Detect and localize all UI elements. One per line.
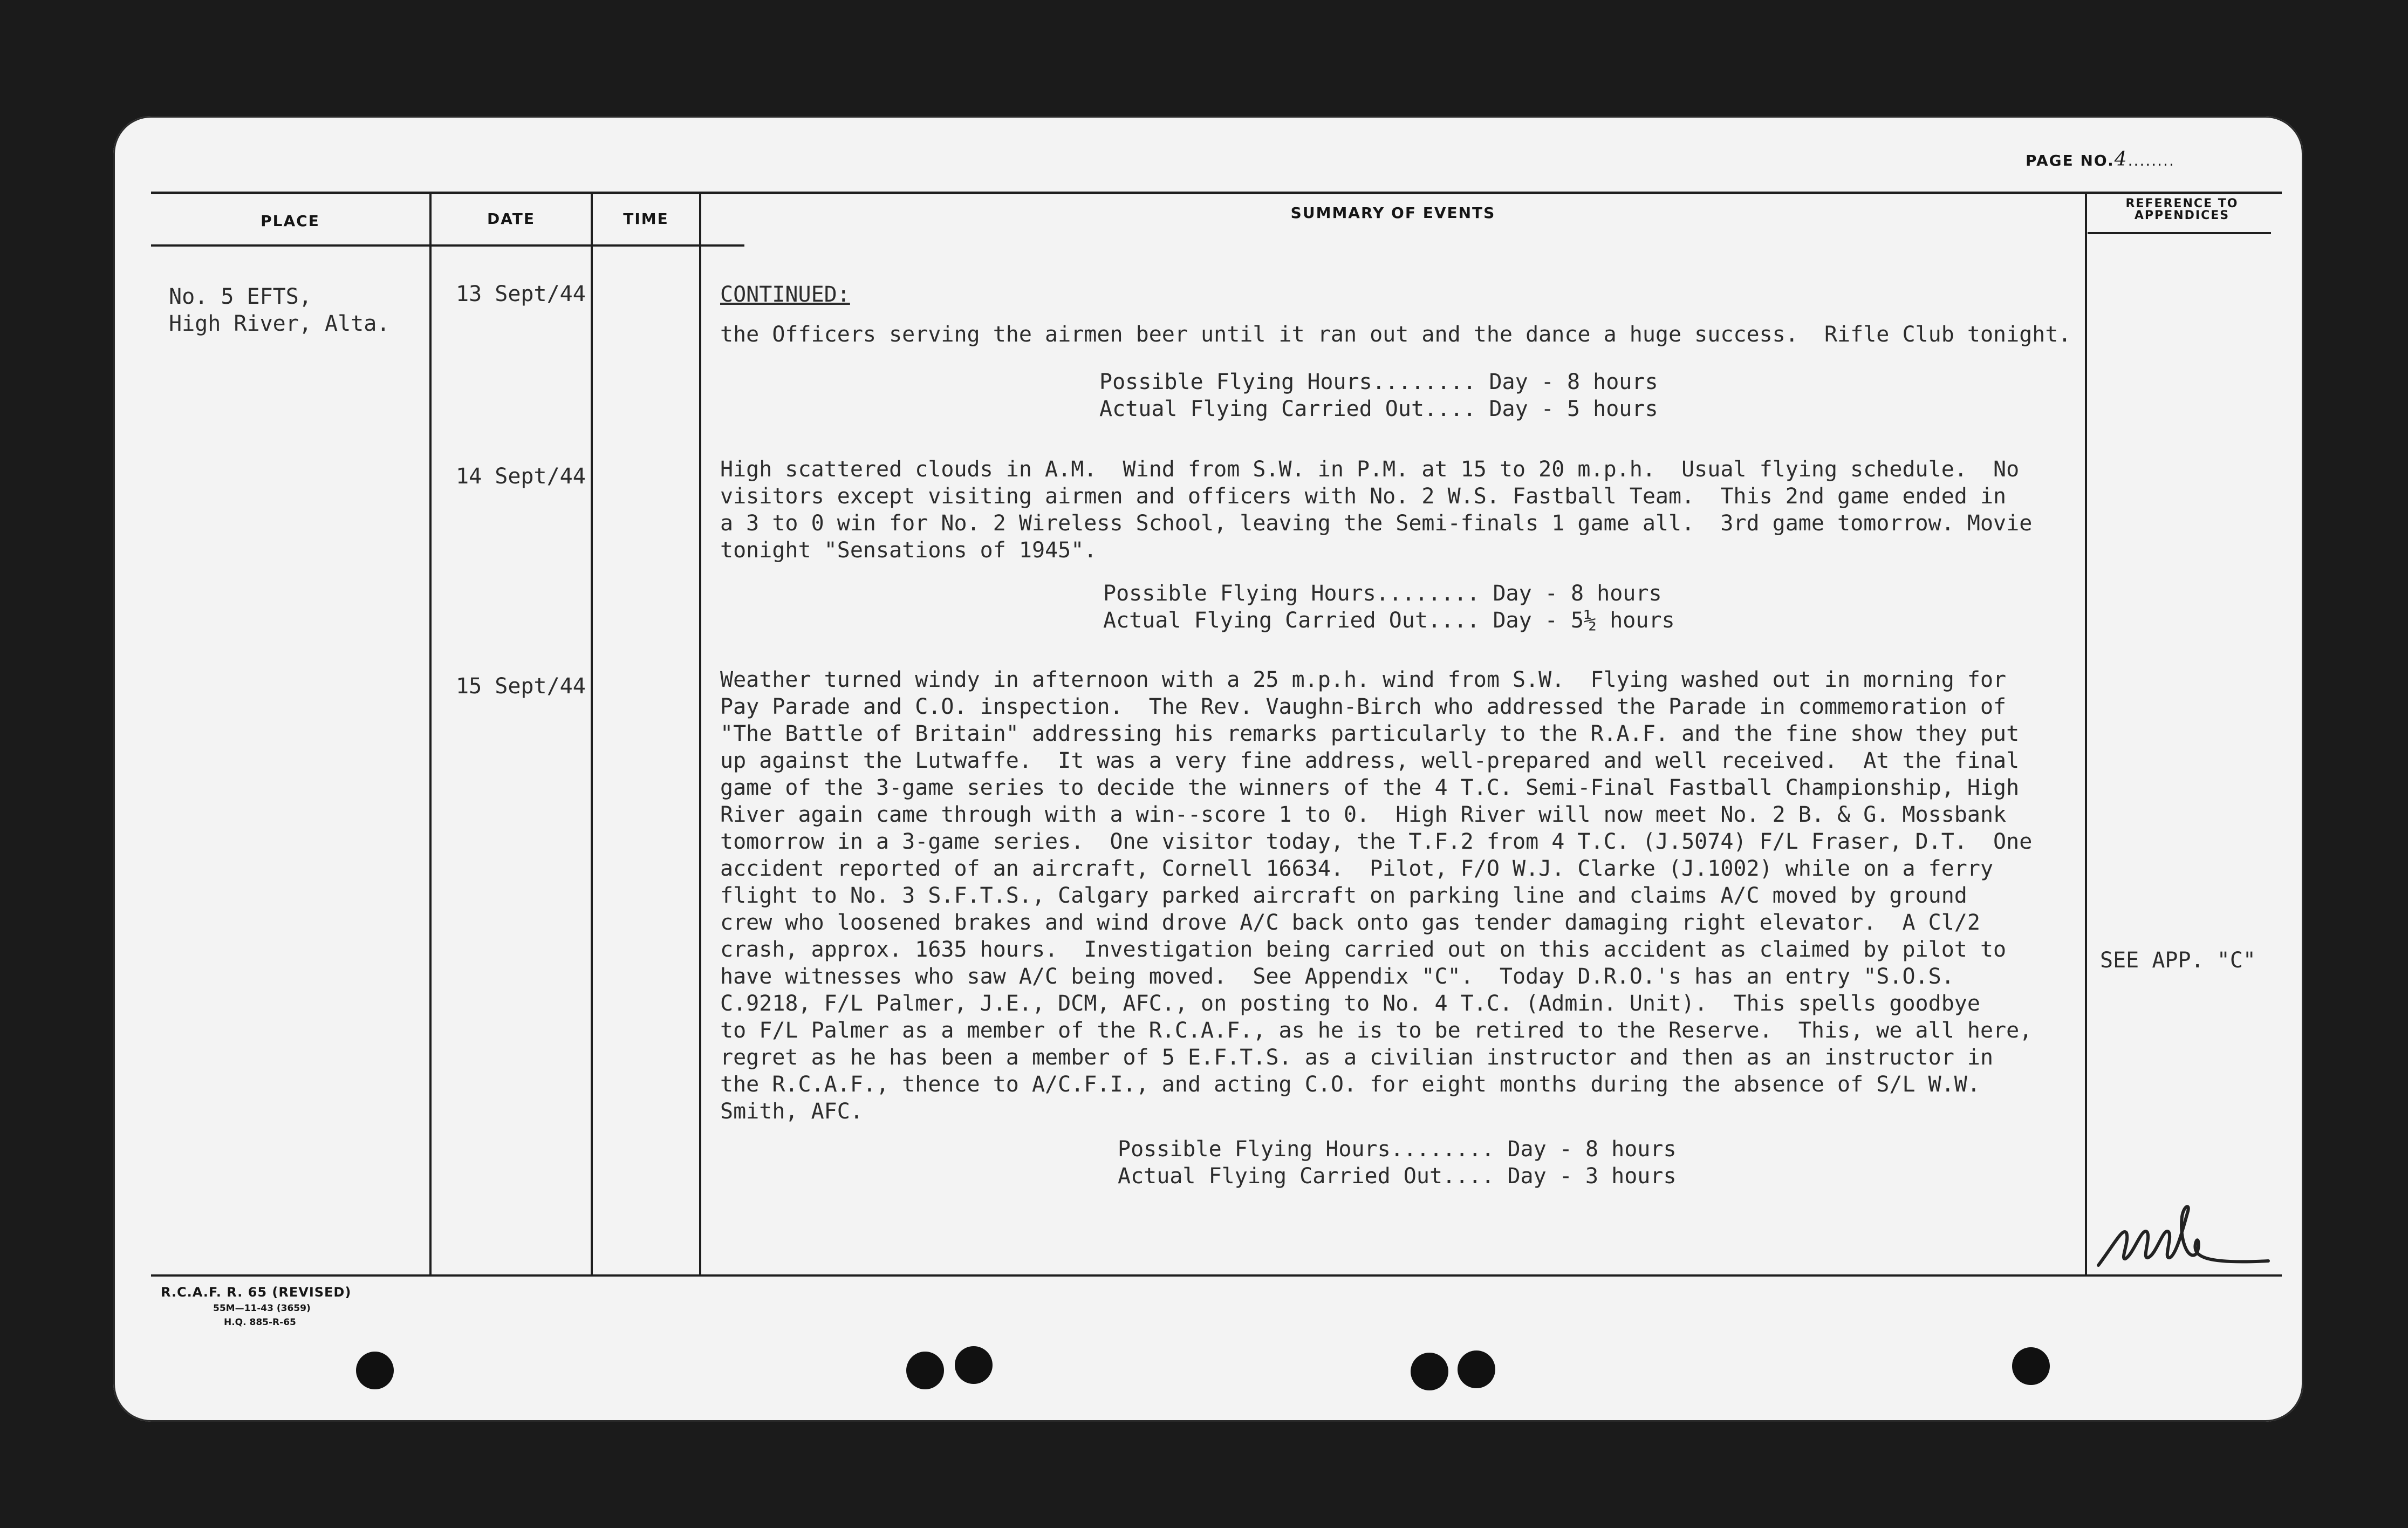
- entry-line: Pay Parade and C.O. inspection. The Rev. Vaughn-Birch who addressed the Parade in commemoration of: [720, 694, 2007, 719]
- binder-hole: [356, 1352, 394, 1389]
- place-line-2: High River, Alta.: [169, 311, 390, 336]
- reference-header-line2: APPENDICES: [2134, 209, 2230, 222]
- entry-line: High scattered clouds in A.M. Wind from S.W. in P.M. at 15 to 20 m.p.h. Usual flying schedule. No: [720, 457, 2020, 482]
- continued-heading: CONTINUED:: [720, 282, 850, 307]
- entry-line: accident reported of an aircraft, Cornell 16634. Pilot, F/O W.J. Clarke (J.1002) while on a ferry: [720, 856, 1994, 881]
- summary-header: SUMMARY OF EVENTS: [1290, 204, 1496, 222]
- appendix-reference: SEE APP. "C": [2100, 948, 2256, 973]
- entry-line: a 3 to 0 win for No. 2 Wireless School, leaving the Semi-finals 1 game all. 3rd game tomorrow. Movie: [720, 511, 2033, 536]
- entry-line: to F/L Palmer as a member of the R.C.A.F., as he is to be retired to the Reserve. This, we all here,: [720, 1018, 2033, 1043]
- date-header: DATE: [487, 210, 535, 228]
- entry-13-actual-hours: Actual Flying Carried Out.... Day - 5 hours: [1099, 397, 1658, 421]
- page-value: 4: [2114, 148, 2128, 170]
- date-entry-1: 13 Sept/44: [456, 282, 586, 306]
- entry-line: crash, approx. 1635 hours. Investigation being carried out on this accident as claimed by pilot to: [720, 937, 2007, 962]
- entry-13-possible-hours: Possible Flying Hours........ Day - 8 hours: [1099, 370, 1658, 394]
- entry-15-sept-text: [720, 666, 2032, 1125]
- entry-line: Weather turned windy in afternoon with a 25 m.p.h. wind from S.W. Flying washed out in morning for: [720, 667, 2007, 692]
- entry-line: game of the 3-game series to decide the winners of the 4 T.C. Semi-Final Fastball Championship, High: [720, 775, 2020, 800]
- header-bottom-rule-ref: [2088, 232, 2271, 234]
- entry-line: up against the Lutwaffe. It was a very fine address, well-prepared and well received. At the final: [720, 748, 2020, 773]
- entry-13-sept-text: [720, 321, 2071, 348]
- footer-rule: [151, 1274, 2282, 1277]
- binder-hole: [2012, 1347, 2050, 1385]
- entry-line: C.9218, F/L Palmer, J.E., DCM, AFC., on posting to No. 4 T.C. (Admin. Unit). This spells goodbye: [720, 991, 1980, 1016]
- entry-line: flight to No. 3 S.F.T.S., Calgary parked aircraft on parking line and claims A/C moved by ground: [720, 883, 1967, 908]
- binder-hole: [1411, 1353, 1448, 1390]
- header-top-rule: [151, 192, 2282, 194]
- binder-hole: [1458, 1350, 1495, 1388]
- place-date-divider: [429, 192, 432, 1276]
- entry-line: regret as he has been a member of 5 E.F.T.S. as a civilian instructor and then as an instructor in: [720, 1045, 1994, 1070]
- reference-header: [2088, 198, 2276, 222]
- entry-15-actual-hours: Actual Flying Carried Out.... Day - 3 hours: [1118, 1164, 1677, 1189]
- date-time-divider: [591, 192, 593, 1276]
- binder-hole: [955, 1346, 993, 1384]
- date-entry-2: 14 Sept/44: [456, 464, 586, 489]
- time-summary-divider: [699, 192, 701, 1276]
- initials-signature: [2093, 1195, 2271, 1276]
- entry-15-possible-hours: Possible Flying Hours........ Day - 8 hours: [1118, 1137, 1677, 1162]
- summary-reference-divider: [2085, 192, 2087, 1276]
- entry-line: visitors except visiting airmen and officers with No. 2 W.S. Fastball Team. This 2nd game ended in: [720, 484, 2007, 509]
- form-number: R.C.A.F. R. 65 (REVISED): [161, 1285, 352, 1300]
- entry-line: tonight "Sensations of 1945".: [720, 538, 1097, 563]
- form-hq-code: H.Q. 885-R-65: [224, 1317, 296, 1328]
- binder-hole: [906, 1352, 944, 1389]
- entry-line: "The Battle of Britain" addressing his remarks particularly to the R.A.F. and the fine show they put: [720, 721, 2020, 746]
- entry-line: the R.C.A.F., thence to A/C.F.I., and acting C.O. for eight months during the absence of S/L W.W.: [720, 1072, 1980, 1097]
- place-header: PLACE: [261, 212, 320, 230]
- entry-14-possible-hours: Possible Flying Hours........ Day - 8 hours: [1103, 581, 1662, 606]
- form-print-code: 55M—11-43 (3659): [213, 1303, 311, 1314]
- page-label: PAGE NO.: [2026, 152, 2115, 169]
- entry-line: have witnesses who saw A/C being moved. See Appendix "C". Today D.R.O.'s has an entry "S.O.S.: [720, 964, 1954, 989]
- page-dots: ........: [2127, 152, 2175, 169]
- entry-line: River again came through with a win--score 1 to 0. High River will now meet No. 2 B. & G. Mossbank: [720, 802, 2007, 827]
- entry-14-actual-hours: Actual Flying Carried Out.... Day - 5½ hours: [1103, 608, 1675, 633]
- entry-line: crew who loosened brakes and wind drove A/C back onto gas tender damaging right elevator. A Cl/2: [720, 910, 1980, 935]
- entry-14-sept-text: [720, 456, 2032, 564]
- place-line-1: No. 5 EFTS,: [169, 284, 312, 309]
- entry-line: Smith, AFC.: [720, 1099, 863, 1124]
- header-bottom-rule: [151, 244, 744, 247]
- date-entry-3: 15 Sept/44: [456, 674, 586, 699]
- time-header: TIME: [623, 210, 669, 228]
- entry-line: the Officers serving the airmen beer until it ran out and the dance a huge success. Rifle Club tonight.: [720, 322, 2071, 347]
- diary-sheet: [113, 116, 2303, 1422]
- entry-line: tomorrow in a 3-game series. One visitor today, the T.F.2 from 4 T.C. (J.5074) F/L Fraser, D.T. One: [720, 829, 2033, 854]
- page-number: [2026, 148, 2175, 170]
- reference-header-line1: REFERENCE TO: [2125, 197, 2239, 210]
